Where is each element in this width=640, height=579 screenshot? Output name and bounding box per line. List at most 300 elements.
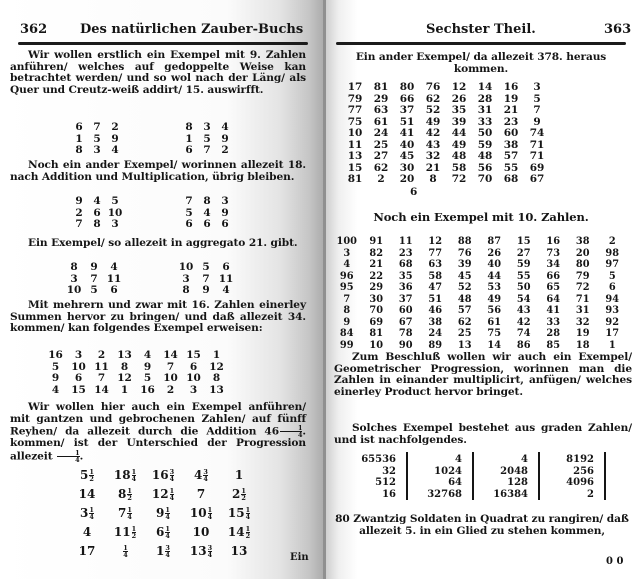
catchword: Ein — [290, 552, 309, 563]
grid-cell: 4096 — [566, 477, 594, 488]
grid-row — [64, 262, 124, 274]
grid-cell: 44 — [451, 127, 467, 139]
grid-cell: 5 — [51, 360, 60, 373]
grid-row — [332, 340, 627, 352]
grid-cell: 8192 — [566, 454, 594, 465]
grid-cell: 9 — [90, 261, 98, 273]
item-text: Zwantzig Soldaten in Quadrat zu rangiren/ daß allezeit 5. in ein Glied zu stehen kommen, — [353, 513, 629, 537]
grid-cell: 61 — [487, 316, 502, 328]
fraction-part: $\frac{1}{4}$ — [165, 525, 170, 540]
grid-cell: 15 — [347, 161, 363, 174]
grid-cell: 35 — [398, 270, 413, 282]
grid-cell: 7 — [166, 360, 175, 373]
grid-cell: 76 — [457, 247, 472, 259]
grid-cell: 77 — [428, 247, 443, 259]
grid-cell: 33 — [477, 115, 493, 128]
grid-row — [342, 174, 550, 186]
grid-cell: 78 — [398, 328, 413, 339]
whole-part: 17 — [78, 544, 96, 558]
grid-cell: 4 — [93, 195, 101, 207]
grid-cell: 71 — [529, 150, 545, 162]
grid-cell: 42 — [425, 127, 441, 139]
grid-cell: 5 — [111, 195, 119, 207]
header-rule — [336, 42, 626, 45]
mixed-number — [68, 542, 106, 561]
fraction-part: $\frac{3}{4}$ — [169, 468, 175, 483]
grid-cell: 70 — [477, 173, 493, 185]
grid-cell: 3 — [533, 81, 541, 93]
grid-cell: 10 — [163, 372, 178, 384]
grid-cell: 7 — [343, 293, 351, 305]
fraction-part: $\frac{1}{2}$ — [131, 525, 137, 540]
grid-cell: 11 — [106, 272, 122, 285]
grid-cell: 43 — [425, 138, 441, 151]
grid-cell: 4 — [222, 284, 230, 296]
grid-cell: 41 — [546, 305, 561, 316]
grid-cell: 7 — [202, 272, 210, 285]
grid-cell: 29 — [369, 282, 384, 293]
grid-cell: 32 — [382, 465, 396, 477]
grid-row — [68, 466, 258, 485]
grid-cell: 8 — [212, 372, 221, 384]
grid-cell: 58 — [451, 161, 467, 174]
grid-cell: 8 — [203, 195, 211, 207]
grid-cell: 54 — [516, 293, 531, 305]
right-running-head: Sechster Theil. — [426, 22, 536, 37]
grid-row — [180, 196, 234, 208]
whole-part: 9 — [156, 506, 165, 520]
grid-cell: 1 — [75, 132, 83, 145]
grid-cell: 45 — [399, 150, 415, 162]
grid-cell: 80 — [575, 259, 590, 270]
grid-cell: 7 — [185, 195, 193, 207]
grid-cell: 8 — [93, 218, 101, 230]
grid-cell: 34 — [546, 259, 561, 270]
grid-cell: 40 — [487, 259, 502, 270]
grid-cell: 2 — [166, 383, 175, 396]
grid-cell: 11 — [347, 138, 363, 151]
grid-cell: 32 — [575, 316, 590, 328]
grid-cell: 13 — [347, 150, 363, 162]
fraction-denominator: 4 — [297, 431, 303, 439]
grid-cell: 6 — [222, 261, 230, 273]
mixed-number — [144, 485, 182, 504]
grid-cell: 3 — [343, 247, 351, 259]
grid-row — [68, 523, 258, 542]
grid-cell: 25 — [373, 138, 389, 151]
grid-cell: 5 — [202, 261, 210, 273]
grid-cell: 24 — [373, 127, 389, 139]
grid-cell: 65 — [546, 282, 561, 293]
grid-cell: 56 — [477, 161, 493, 174]
grid-row — [68, 485, 258, 504]
grid-row — [70, 196, 124, 208]
fraction-part: $\frac{3}{4}$ — [203, 468, 208, 483]
magic-square-1a — [70, 122, 124, 157]
grid-cell: 49 — [487, 293, 502, 305]
mixed-number — [106, 523, 144, 542]
mixed-number — [220, 504, 258, 523]
mixed-number — [144, 466, 182, 485]
grid-cell: 3 — [74, 349, 83, 361]
grid-cell: 39 — [457, 259, 472, 270]
mixed-number — [182, 485, 220, 504]
grid-row — [342, 151, 550, 163]
grid-cell: 52 — [457, 282, 472, 293]
whole-part: 4 — [82, 525, 92, 539]
left-para-1: Wir wollen erstlich ein Exempel mit 9. Zahlen anführen/ welches auf gedoppelte Weise kan betrachtet werden/ und so wol nach der Läng/ als Quer und Creutz-weiß addirt/ 15. auswirfft. — [10, 49, 306, 96]
grid-row — [332, 305, 627, 317]
mixed-number — [182, 504, 220, 523]
grid-cell: 6 — [185, 218, 193, 230]
fraction-part: $\frac{1}{2}$ — [241, 487, 246, 502]
magic-square-3b — [176, 262, 236, 297]
right-para-2: Noch ein Exempel mit 10. Zahlen. — [373, 210, 589, 224]
grid-cell: 21 — [425, 161, 441, 174]
grid-cell: 14 — [487, 339, 502, 351]
grid-cell: 17 — [347, 81, 363, 93]
whole-part: 10 — [192, 525, 210, 539]
grid-cell: 42 — [516, 316, 531, 328]
grid-cell: 71 — [529, 138, 545, 151]
grid-cell: 50 — [477, 127, 493, 139]
grid-cell: 7 — [203, 144, 211, 156]
grid-cell: 72 — [575, 282, 590, 293]
grid-cell: 19 — [575, 328, 590, 339]
grid-row — [180, 122, 234, 134]
grid-cell: 27 — [373, 150, 389, 162]
grid-row — [64, 285, 124, 297]
right-para-4: Solches Exempel bestehet aus graden Zahlen/ und ist nachfolgendes. — [334, 422, 632, 446]
grid-cell: 40 — [399, 138, 415, 151]
whole-part: 10 — [189, 506, 207, 520]
grid-cell: 96 — [339, 270, 354, 282]
grid-cell: 32768 — [427, 488, 462, 500]
right-para-1: Ein ander Exempel/ da allezeit 378. heraus kommen. — [355, 51, 607, 75]
column-bar — [604, 452, 606, 500]
grid-cell: 11 — [398, 236, 413, 247]
grid-cell: 23 — [503, 115, 519, 128]
mixed-number — [106, 466, 144, 485]
grid-cell: 77 — [347, 104, 363, 116]
grid-cell: 44 — [487, 270, 502, 282]
grid-cell: 16384 — [493, 488, 528, 500]
grid-cell: 3 — [189, 383, 198, 396]
magic-square-2a — [70, 196, 124, 231]
whole-part: 15 — [227, 506, 245, 520]
grid-cell: 81 — [347, 173, 363, 185]
magic-square-1b — [180, 122, 234, 157]
grid-cell: 10 — [186, 372, 201, 384]
grid-cell: 7 — [97, 372, 106, 384]
whole-part: 3 — [80, 506, 89, 520]
grid-cell: 6 — [221, 218, 229, 230]
grid-cell: 86 — [516, 339, 531, 351]
grid-row — [332, 248, 627, 260]
right-page — [326, 0, 640, 579]
grid-cell: 31 — [575, 305, 590, 316]
grid-cell: 48 — [457, 293, 472, 305]
grid-cell: 99 — [339, 339, 354, 351]
grid-cell: 11 — [94, 360, 109, 373]
grid-cell: 6 — [93, 206, 101, 219]
grid-cell: 46 — [428, 305, 443, 316]
fraction-numerator: 1 — [57, 450, 79, 457]
grid-cell: 38 — [503, 138, 519, 151]
grid-cell: 2048 — [500, 465, 528, 477]
grid-cell: 16 — [546, 236, 561, 247]
grid-cell: 2 — [221, 144, 229, 156]
grid-cell: 81 — [373, 81, 389, 93]
grid-row — [332, 294, 627, 306]
grid-cell: 23 — [398, 247, 413, 259]
right-para-5 — [332, 514, 632, 537]
grid-cell: 18 — [575, 339, 590, 351]
whole-part: 16 — [151, 468, 169, 482]
grid-cell: 81 — [369, 328, 384, 339]
whole-part: 18 — [113, 468, 131, 482]
grid-cell: 87 — [487, 236, 502, 247]
grid-cell: 53 — [487, 282, 502, 293]
grid-cell: 7 — [90, 272, 98, 285]
grid-row — [342, 105, 550, 117]
grid-cell: 9 — [533, 115, 541, 128]
grid-cell: 9 — [221, 206, 229, 219]
grid-cell: 19 — [503, 92, 519, 105]
grid-cell: 20 — [399, 173, 415, 185]
fraction-numerator: 1 — [280, 425, 302, 432]
whole-part: 14 — [78, 487, 96, 501]
grid-cell: 15 — [186, 349, 201, 361]
grid-cell: 74 — [516, 328, 531, 339]
grid-cell: 3 — [203, 121, 211, 133]
fraction-part: $\frac{3}{4}$ — [165, 544, 170, 559]
grid-cell: 3 — [111, 218, 119, 230]
grid-cell: 9 — [111, 132, 119, 145]
grid-cell: 4 — [51, 383, 60, 396]
whole-part: 5 — [80, 468, 89, 482]
grid-cell: 8 — [185, 121, 193, 133]
grid-cell: 3 — [221, 195, 229, 207]
grid-cell: 89 — [428, 339, 443, 351]
grid-cell: 13 — [457, 339, 472, 351]
grid-cell: 59 — [516, 259, 531, 270]
grid-cell: 76 — [425, 81, 441, 93]
grid-cell: 4 — [143, 349, 152, 361]
magic-square-extra — [410, 186, 417, 198]
grid-cell: 61 — [373, 115, 389, 128]
fraction-part: $\frac{1}{4}$ — [245, 506, 251, 521]
grid-cell: 82 — [369, 247, 384, 259]
grid-cell: 16 — [48, 349, 63, 361]
fraction-part: $\frac{1}{4}$ — [169, 487, 175, 502]
grid-cell: 30 — [369, 293, 384, 305]
grid-cell: 9 — [343, 316, 351, 328]
mixed-number — [220, 542, 258, 561]
grid-cell: 62 — [425, 92, 441, 105]
para5-text-b: . kommen/ ist der Unterschied der Progression allezeit — [10, 425, 306, 462]
grid-row — [44, 350, 228, 362]
grid-cell: 50 — [516, 282, 531, 293]
grid-cell: 39 — [451, 115, 467, 128]
grid-cell: 63 — [428, 259, 443, 270]
para5-text-a: Wir wollen hier auch ein Exempel anführen/ mit gantzen und gebrochenen Zahlen/ auf fünff Reyhen/ da allezeit durch die Addition 46 — [10, 401, 306, 438]
fraction-part: $\frac{1}{4}$ — [127, 506, 132, 521]
grid-cell: 3 — [182, 272, 190, 285]
grid-cell: 64 — [448, 477, 462, 488]
mixed-number — [182, 466, 220, 485]
grid-row — [336, 454, 600, 466]
whole-part: 4 — [194, 468, 203, 482]
grid-row — [332, 282, 627, 294]
grid-cell: 58 — [428, 270, 443, 282]
grid-row — [180, 219, 234, 231]
whole-part: 7 — [118, 506, 127, 520]
grid-row — [336, 489, 600, 501]
mixed-number — [182, 542, 220, 561]
grid-cell: 84 — [339, 328, 354, 339]
signature-mark: 0 0 — [606, 556, 624, 567]
grid-cell: 3 — [93, 144, 101, 156]
grid-cell: 49 — [425, 115, 441, 128]
grid-cell: 70 — [369, 305, 384, 316]
grid-cell: 35 — [451, 104, 467, 116]
grid-cell: 98 — [605, 247, 620, 259]
grid-cell: 73 — [546, 247, 561, 259]
grid-cell: 80 — [399, 81, 415, 93]
grid-cell: 56 — [487, 305, 502, 316]
grid-cell: 6 — [608, 282, 616, 293]
whole-part: 1 — [234, 468, 244, 482]
left-para-5: Wir wollen hier auch ein Exempel anführen/ mit gantzen und gebrochenen Zahlen/ auf fünff Reyhen/ da allezeit durch die Addition 46 $\frac{1}{4}$ . kommen/ ist der Unterschied der Progression allezeit $\frac{1}{4}$ . — [10, 401, 306, 464]
grid-cell: 1 — [212, 349, 221, 361]
grid-cell: 69 — [369, 316, 384, 328]
left-running-head: Des natürlichen Zauber-Buchs — [80, 22, 304, 37]
whole-part: 1 — [156, 544, 165, 558]
grid-cell: 5 — [608, 270, 616, 282]
grid-cell: 6 — [110, 284, 118, 296]
mixed-number — [68, 485, 106, 504]
grid-cell: 8 — [182, 284, 190, 296]
grid-row — [332, 317, 627, 329]
grid-row — [332, 271, 627, 283]
grid-cell: 60 — [398, 305, 413, 316]
grid-cell: 79 — [575, 270, 590, 282]
grid-row — [332, 328, 627, 340]
grid-cell: 9 — [202, 284, 210, 296]
grid-cell: 88 — [457, 236, 472, 247]
fraction-quarter-2 — [57, 450, 79, 463]
column-bar — [472, 452, 474, 500]
grid-cell: 24 — [428, 328, 443, 339]
grid-row — [336, 466, 600, 478]
grid-cell: 65536 — [361, 454, 396, 465]
mixed-number — [144, 523, 182, 542]
grid-cell: 512 — [375, 477, 396, 488]
column-bar — [538, 452, 540, 500]
grid-cell: 6 — [189, 360, 198, 373]
grid-cell: 38 — [575, 236, 590, 247]
grid-cell: 2 — [97, 349, 106, 361]
grid-cell: 4 — [111, 144, 119, 156]
grid-cell: 2 — [75, 206, 83, 219]
whole-part: 13 — [189, 544, 207, 558]
grid-row — [68, 504, 258, 523]
fraction-part: $\frac{1}{2}$ — [89, 468, 94, 483]
left-page-number: 362 — [20, 22, 48, 37]
grid-cell: 128 — [507, 477, 528, 488]
grid-cell: 4 — [521, 454, 528, 465]
grid-row — [70, 145, 124, 157]
grid-cell: 4 — [221, 121, 229, 133]
grid-cell: 67 — [529, 173, 545, 185]
grid-cell: 48 — [451, 150, 467, 162]
grid-cell: 52 — [425, 104, 441, 116]
grid-cell: 4 — [110, 261, 118, 273]
grid-cell: 71 — [575, 293, 590, 305]
grid-cell: 10 — [369, 339, 384, 351]
grid-cell: 93 — [605, 305, 620, 316]
grid-row — [332, 236, 627, 248]
grid-cell: 13 — [117, 349, 132, 361]
mixed-number — [220, 523, 258, 542]
grid-cell: 57 — [503, 150, 519, 162]
column-bar — [406, 452, 408, 500]
left-para-2: Noch ein ander Exempel/ worinnen allezeit 18. nach Addition und Multiplication, übrig bleiben. — [10, 159, 306, 183]
whole-part: 14 — [227, 525, 245, 539]
grid-cell: 8 — [343, 305, 351, 316]
whole-part: 7 — [196, 487, 206, 501]
grid-cell: 66 — [546, 270, 561, 282]
whole-part: 11 — [113, 525, 131, 539]
grid-cell: 21 — [369, 259, 384, 270]
grid-row — [176, 262, 236, 274]
grid-cell: 64 — [546, 293, 561, 305]
fraction-part: $\frac{1}{4}$ — [89, 506, 94, 521]
grid-cell: 6 — [203, 218, 211, 230]
grid-row — [44, 373, 228, 385]
grid-cell: 33 — [546, 316, 561, 328]
grid-cell: 31 — [477, 104, 493, 116]
grid-cell: 72 — [451, 173, 467, 185]
grid-cell: 12 — [209, 360, 224, 373]
grid-cell: 37 — [399, 104, 415, 116]
grid-cell: 8 — [429, 173, 437, 185]
magic-square-3a — [64, 262, 124, 297]
grid-cell: 2 — [608, 236, 616, 247]
grid-cell: 69 — [529, 161, 545, 174]
grid-cell: 13 — [209, 383, 224, 396]
grid-cell: 92 — [605, 316, 620, 328]
grid-cell: 41 — [399, 127, 415, 139]
geometric-square — [336, 454, 600, 500]
grid-cell: 5 — [90, 284, 98, 296]
right-para-3: Zum Beschluß wollen wir auch ein Exempel/ Geometrischer Progression, worinnen man die Zahlen in einander multiplicirt, anfügen/ welches einerley Product hervor bringet. — [334, 351, 632, 398]
grid-cell: 7 — [533, 104, 541, 116]
fraction-square — [68, 466, 258, 561]
grid-cell: 256 — [573, 465, 594, 477]
fraction-denominator: 4 — [75, 455, 80, 464]
grid-cell: 9 — [143, 360, 152, 373]
grid-row — [180, 145, 234, 157]
fraction-part: $\frac{1}{4}$ — [207, 506, 213, 521]
grid-cell: 51 — [428, 293, 443, 305]
grid-cell: 38 — [428, 316, 443, 328]
grid-cell: 57 — [457, 305, 472, 316]
grid-cell: 7 — [75, 218, 83, 230]
grid-cell: 1024 — [434, 465, 462, 477]
grid-cell: 8 — [120, 360, 129, 373]
